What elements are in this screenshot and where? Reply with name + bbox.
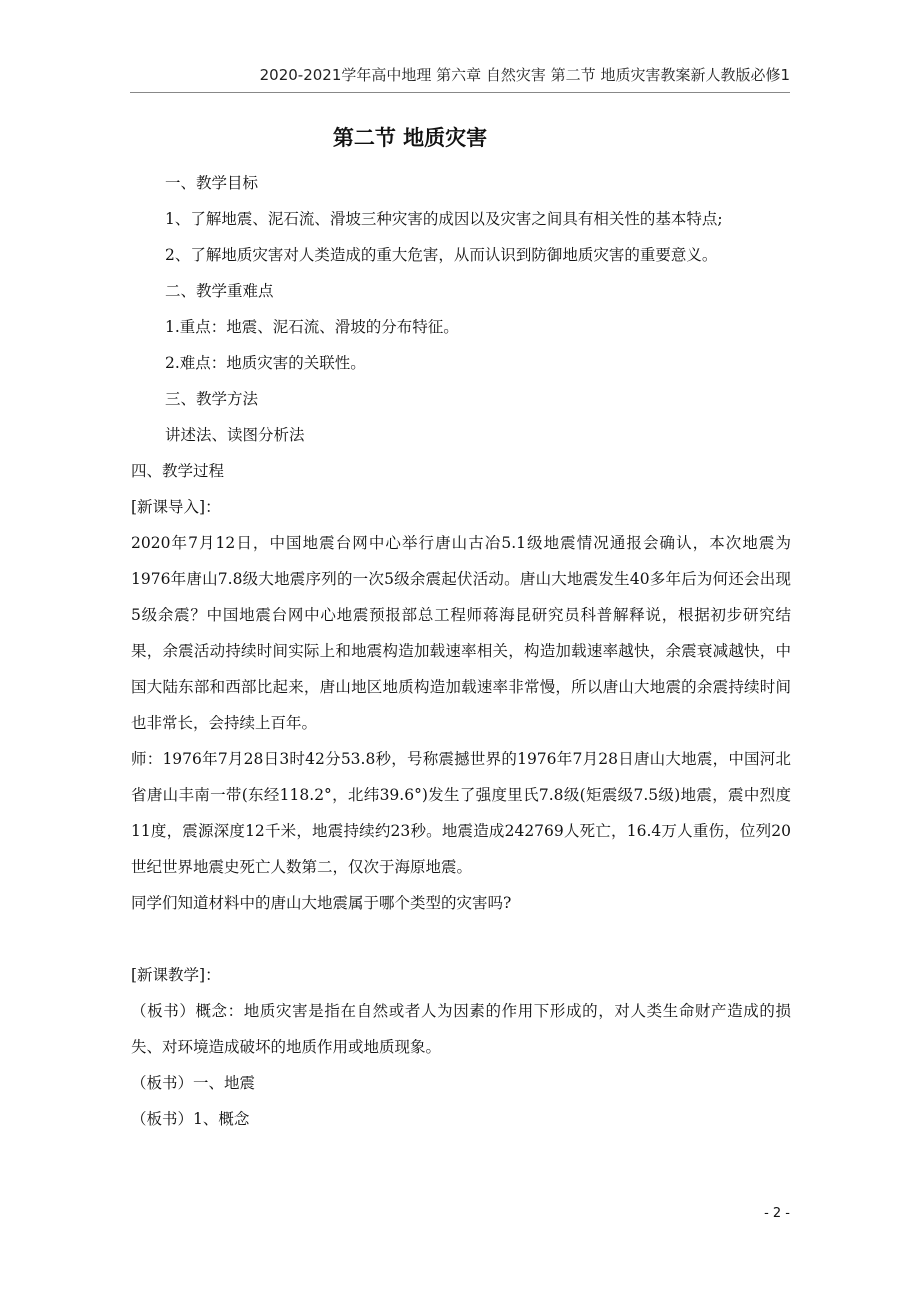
heading-teaching-goals: 一、教学目标 xyxy=(165,174,259,192)
key-point-1: 1.重点：地震、泥石流、滑坡的分布特征。 xyxy=(165,318,459,336)
section-title: 第二节 地质灾害 xyxy=(332,126,488,150)
page-number: - 2 - xyxy=(764,1206,790,1221)
teach-line-3: （板书）1、概念 xyxy=(131,1110,250,1128)
spacer xyxy=(131,921,791,957)
teach-paragraph-1: （板书）概念：地质灾害是指在自然或者人为因素的作用下形成的，对人类生命财产造成的损失、对环境造成破坏的地质作用或地质现象。 xyxy=(131,1002,791,1056)
document-body xyxy=(131,165,791,1137)
heading-teaching-methods: 三、教学方法 xyxy=(165,390,259,408)
key-point-2: 2.难点：地质灾害的关联性。 xyxy=(165,354,366,372)
running-header: 2020-2021学年高中地理 第六章 自然灾害 第二节 地质灾害教案新人教版必修1 xyxy=(259,66,790,84)
intro-label: [新课导入]： xyxy=(131,498,221,516)
heading-teaching-process: 四、教学过程 xyxy=(131,462,225,480)
header-divider xyxy=(130,92,790,93)
goal-item-2: 2、了解地质灾害对人类造成的重大危害，从而认识到防御地质灾害的重要意义。 xyxy=(165,246,718,264)
teach-line-2: （板书）一、地震 xyxy=(131,1074,256,1092)
goal-item-1: 1、了解地震、泥石流、滑坡三种灾害的成因以及灾害之间具有相关性的基本特点; xyxy=(165,210,723,228)
intro-question: 同学们知道材料中的唐山大地震属于哪个类型的灾害吗? xyxy=(131,894,512,912)
intro-paragraph-1: 2020年7月12日，中国地震台网中心举行唐山古冶5.1级地震情况通报会确认，本次地震为1976年唐山7.8级大地震序列的一次5级余震起伏活动。唐山大地震发生40多年后为何还会出现5级余震？中国地震台网中心地震预报部总工程师蒋海昆研究员科普解释说，根据初步研究结果，余震活动持续时间实际上和地震构造加载速率相关，构造加载速率越快，余震衰减越快，中国大陆东部和西部比起来，唐山地区地质构造加载速率非常慢，所以唐山大地震的余震持续时间也非常长，会持续上百年。 xyxy=(131,534,791,732)
intro-paragraph-2: 师：1976年7月28日3时42分53.8秒，号称震撼世界的1976年7月28日唐山大地震，中国河北省唐山丰南一带(东经118.2°，北纬39.6°)发生了强度里氏7.8级(矩震级7.5级)地震，震中烈度11度，震源深度12千米，地震持续约23秒。地震造成242769人死亡，16.4万人重伤，位列20世纪世界地震史死亡人数第二，仅次于海原地震。 xyxy=(131,750,791,876)
teach-label: [新课教学]： xyxy=(131,966,221,984)
heading-key-points: 二、教学重难点 xyxy=(165,282,274,300)
teaching-methods: 讲述法、读图分析法 xyxy=(165,426,305,444)
